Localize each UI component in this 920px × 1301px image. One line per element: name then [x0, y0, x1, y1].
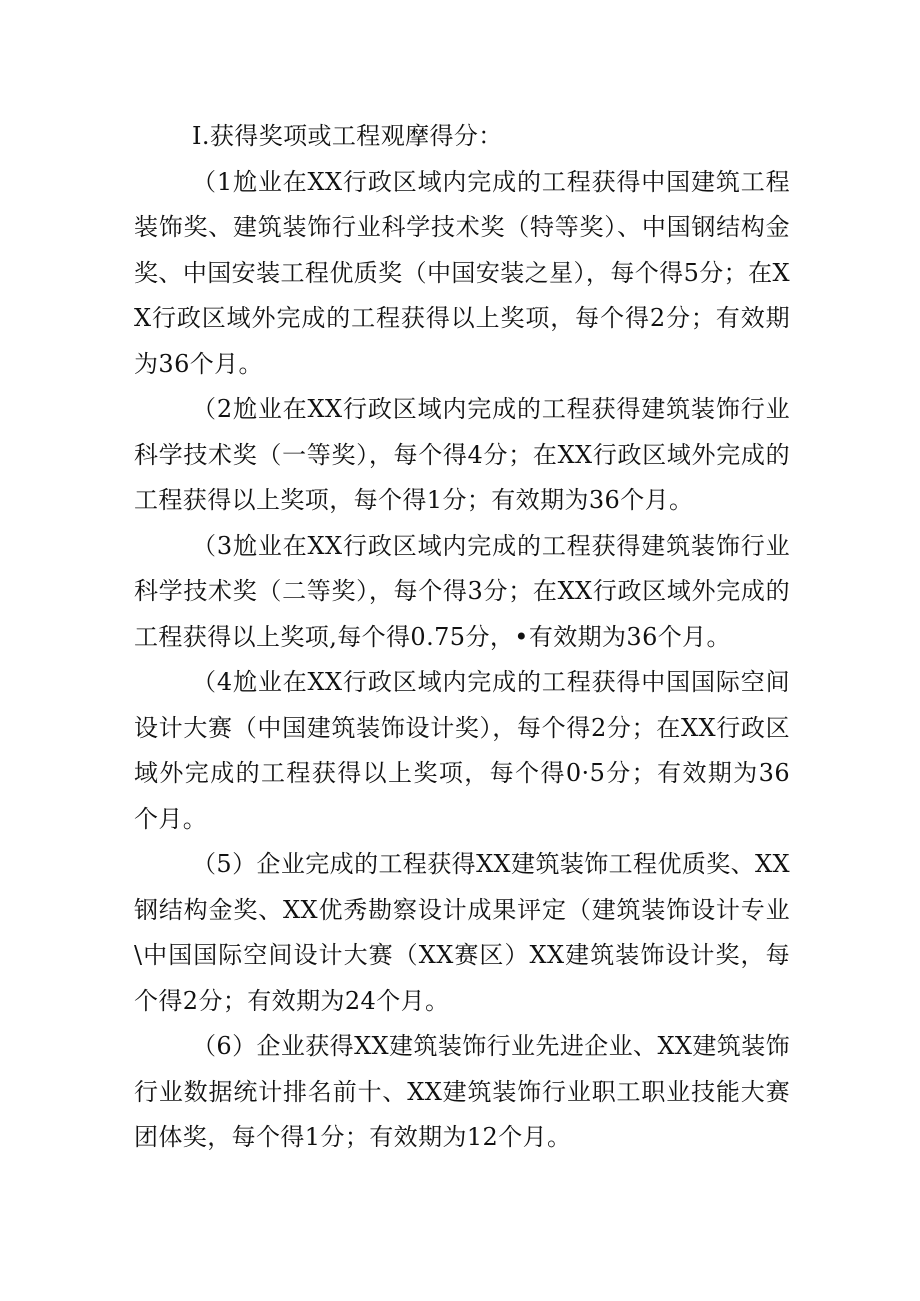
paragraph-item-6: （6）企业获得XX建筑装饰行业先进企业、XX建筑装饰行业数据统计排名前十、XX建筑装饰行业职工职业技能大赛团体奖，每个得1分；有效期为12个月。 [134, 1032, 791, 1151]
paragraph-item-4: （4尬业在XX行政区域内完成的工程获得中国国际空间设计大赛（中国建筑装饰设计奖），每个得2分；在XX行政区域外完成的工程获得以上奖项，每个得0·5分；有效期为36个月。 [134, 668, 790, 833]
document-body [134, 114, 790, 1161]
paragraph-item-1: （1尬业在XX行政区域内完成的工程获得中国建筑工程装饰奖、建筑装饰行业科学技术奖（特等奖）、中国钢结构金奖、中国安装工程优质奖（中国安装之星），每个得5分；在XX行政区域外完成的工程获得以上奖项，每个得2分；有效期为36个月。 [134, 167, 790, 378]
paragraph-item-3: （3尬业在XX行政区域内完成的工程获得建筑装饰行业科学技术奖（二等奖），每个得3分；在XX行政区域外完成的工程获得以上奖项,每个得0.75分，•有效期为36个月。 [134, 531, 790, 651]
paragraph-item-5: （5）企业完成的工程获得XX建筑装饰工程优质奖、XX钢结构金奖、XX优秀勘察设计成果评定（建筑装饰设计专业\中国国际空间设计大赛（XX赛区）XX建筑装饰设计奖，每个得2分；有效期为24个月。 [134, 850, 791, 1015]
section-heading: I.获得奖项或工程观摩得分： [192, 122, 503, 150]
paragraph-item-2: （2尬业在XX行政区域内完成的工程获得建筑装饰行业科学技术奖（一等奖），每个得4分；在XX行政区域外完成的工程获得以上奖项，每个得1分；有效期为36个月。 [134, 395, 790, 514]
